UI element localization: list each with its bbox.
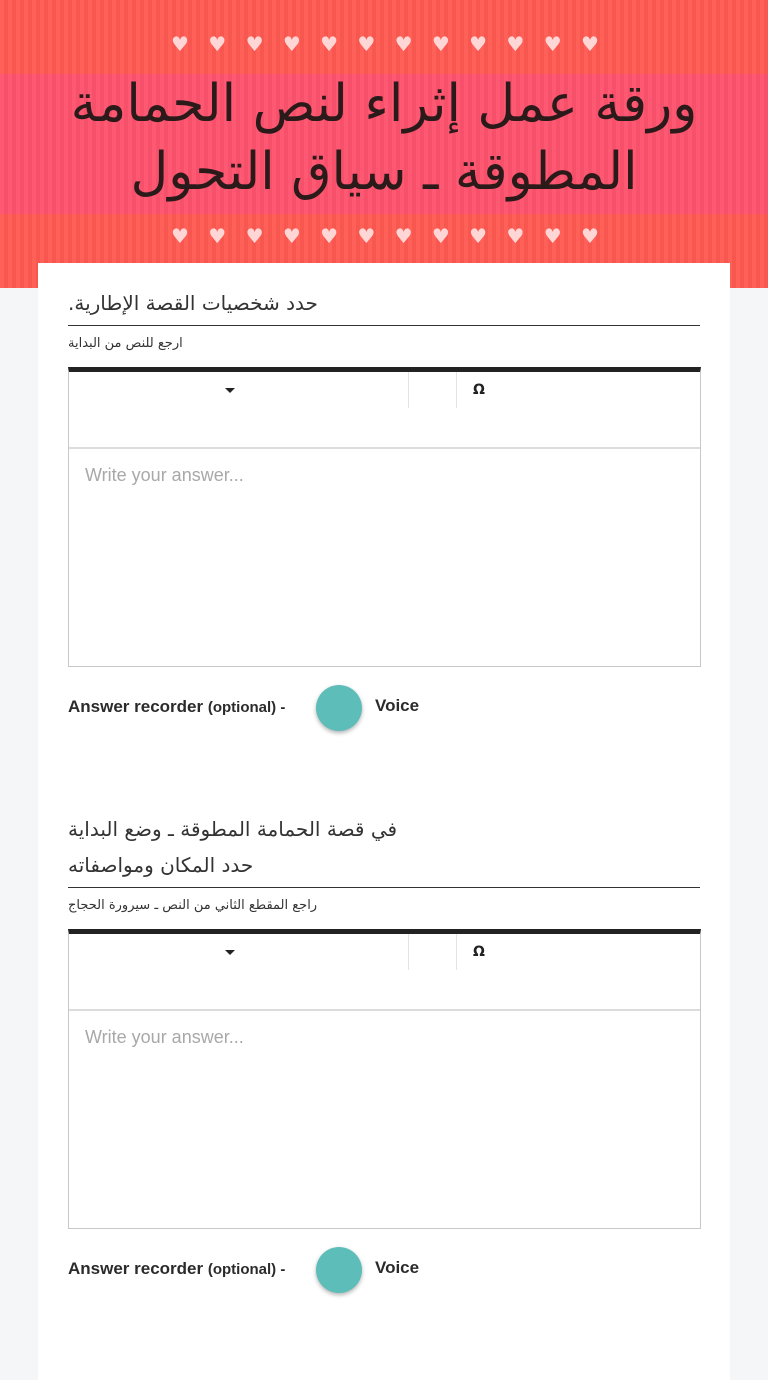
record-button[interactable] xyxy=(316,685,362,731)
editor-toolbar xyxy=(69,934,700,1011)
worksheet-title xyxy=(20,70,748,206)
recorder-label xyxy=(68,1259,285,1279)
answer-input[interactable] xyxy=(69,449,700,666)
hearts-row-bottom xyxy=(170,224,600,248)
format-dropdown[interactable] xyxy=(69,934,409,970)
heart-icon: ♥ xyxy=(394,32,413,56)
question-hint: راجع المقطع الثاني من النص ـ سيرورة الحجاج xyxy=(68,898,318,913)
heart-icon: ♥ xyxy=(469,32,488,56)
toolbar-blank-button[interactable] xyxy=(410,934,457,970)
voice-label: Voice xyxy=(375,696,420,715)
heart-icon: ♥ xyxy=(320,224,339,248)
heart-icon: ♥ xyxy=(394,224,413,248)
heart-icon: ♥ xyxy=(543,32,562,56)
title-line-2: المطوقة ـ سياق التحول xyxy=(130,142,638,202)
recorder-label-text: Answer recorder xyxy=(68,1259,204,1278)
editor-toolbar xyxy=(69,372,700,449)
answer-editor xyxy=(68,367,701,667)
recorder-optional-text: (optional) - xyxy=(207,699,286,716)
heart-icon: ♥ xyxy=(171,32,189,56)
heart-icon: ♥ xyxy=(431,224,450,248)
heart-icon: ♥ xyxy=(282,224,301,248)
hearts-row-top xyxy=(170,32,600,56)
heart-icon: ♥ xyxy=(506,224,525,248)
heart-icon: ♥ xyxy=(357,32,376,56)
recorder-label xyxy=(68,697,285,717)
recorder-optional-text: (optional) - xyxy=(207,1261,286,1278)
question-title-line: في قصة الحمامة المطوقة ـ وضع البداية xyxy=(68,817,398,841)
question-title xyxy=(68,285,700,326)
question-1 xyxy=(68,285,700,731)
special-character-button[interactable]: Ω xyxy=(473,382,485,398)
heart-icon: ♥ xyxy=(208,32,227,56)
caret-down-icon xyxy=(225,388,235,393)
heart-icon: ♥ xyxy=(580,224,599,248)
title-line-1: ورقة عمل إثراء لنص الحمامة xyxy=(70,74,698,134)
record-button[interactable] xyxy=(316,1247,362,1293)
worksheet-card xyxy=(38,263,730,1380)
answer-recorder xyxy=(68,685,700,731)
heart-icon: ♥ xyxy=(357,224,376,248)
answer-editor xyxy=(68,929,701,1229)
heart-icon: ♥ xyxy=(245,224,264,248)
heart-icon: ♥ xyxy=(245,32,264,56)
header-banner xyxy=(0,0,768,288)
question-2 xyxy=(68,811,700,1293)
toolbar-blank-button[interactable] xyxy=(410,372,457,408)
heart-icon: ♥ xyxy=(431,32,450,56)
heart-icon: ♥ xyxy=(282,32,301,56)
heart-icon: ♥ xyxy=(171,224,189,248)
question-hint: ارجع للنص من البداية xyxy=(68,336,183,351)
question-title-line: حدد شخصيات القصة الإطارية. xyxy=(68,291,318,315)
caret-down-icon xyxy=(225,950,235,955)
heart-icon: ♥ xyxy=(580,32,599,56)
question-title xyxy=(68,811,700,888)
voice-label: Voice xyxy=(375,1258,420,1277)
heart-icon: ♥ xyxy=(506,32,525,56)
heart-icon: ♥ xyxy=(469,224,488,248)
recorder-label-text: Answer recorder xyxy=(68,697,204,716)
answer-recorder xyxy=(68,1247,700,1293)
heart-icon: ♥ xyxy=(320,32,339,56)
question-title-line: حدد المكان ومواصفاته xyxy=(68,853,254,877)
special-character-button[interactable]: Ω xyxy=(473,944,485,960)
heart-icon: ♥ xyxy=(208,224,227,248)
format-dropdown[interactable] xyxy=(69,372,409,408)
heart-icon: ♥ xyxy=(543,224,562,248)
answer-input[interactable] xyxy=(69,1011,700,1228)
